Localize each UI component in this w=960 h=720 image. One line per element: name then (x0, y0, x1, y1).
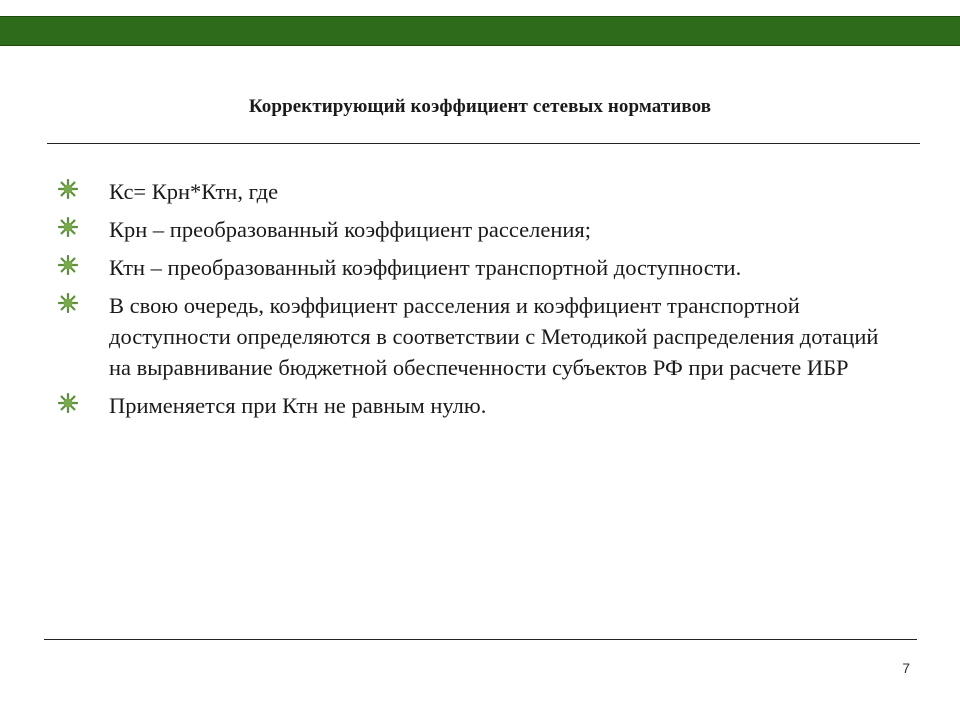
bullet-star-icon (58, 293, 78, 313)
list-item (58, 390, 888, 421)
header-bar (0, 16, 960, 46)
bullet-star-icon (58, 393, 78, 413)
bullet-list (58, 176, 888, 428)
list-item (58, 214, 888, 245)
list-item (58, 252, 888, 283)
bullet-star-icon (58, 217, 78, 237)
bullet-text: В свою очередь, коэффициент расселения и коэффициент транспортной доступности определяются в соответствии с Методикой распределения дотаций на выравнивание бюджетной обеспеченности субъектов РФ при расчете ИБР (109, 293, 879, 380)
bullet-text: Кс= Крн*Ктн, где (109, 179, 279, 204)
page-number: 7 (902, 660, 910, 676)
bullet-text: Применяется при Ктн не равным нулю. (109, 393, 487, 418)
list-item (58, 176, 888, 207)
bullet-text: Крн – преобразованный коэффициент расселения; (109, 217, 592, 242)
bullet-star-icon (58, 179, 78, 199)
list-item (58, 290, 888, 383)
bullet-text: Ктн – преобразованный коэффициент транспортной доступности. (109, 255, 742, 280)
footer-divider (44, 639, 917, 640)
title-divider (47, 143, 920, 144)
slide-title: Корректирующий коэффициент сетевых нормативов (248, 96, 712, 117)
bullet-star-icon (58, 255, 78, 275)
